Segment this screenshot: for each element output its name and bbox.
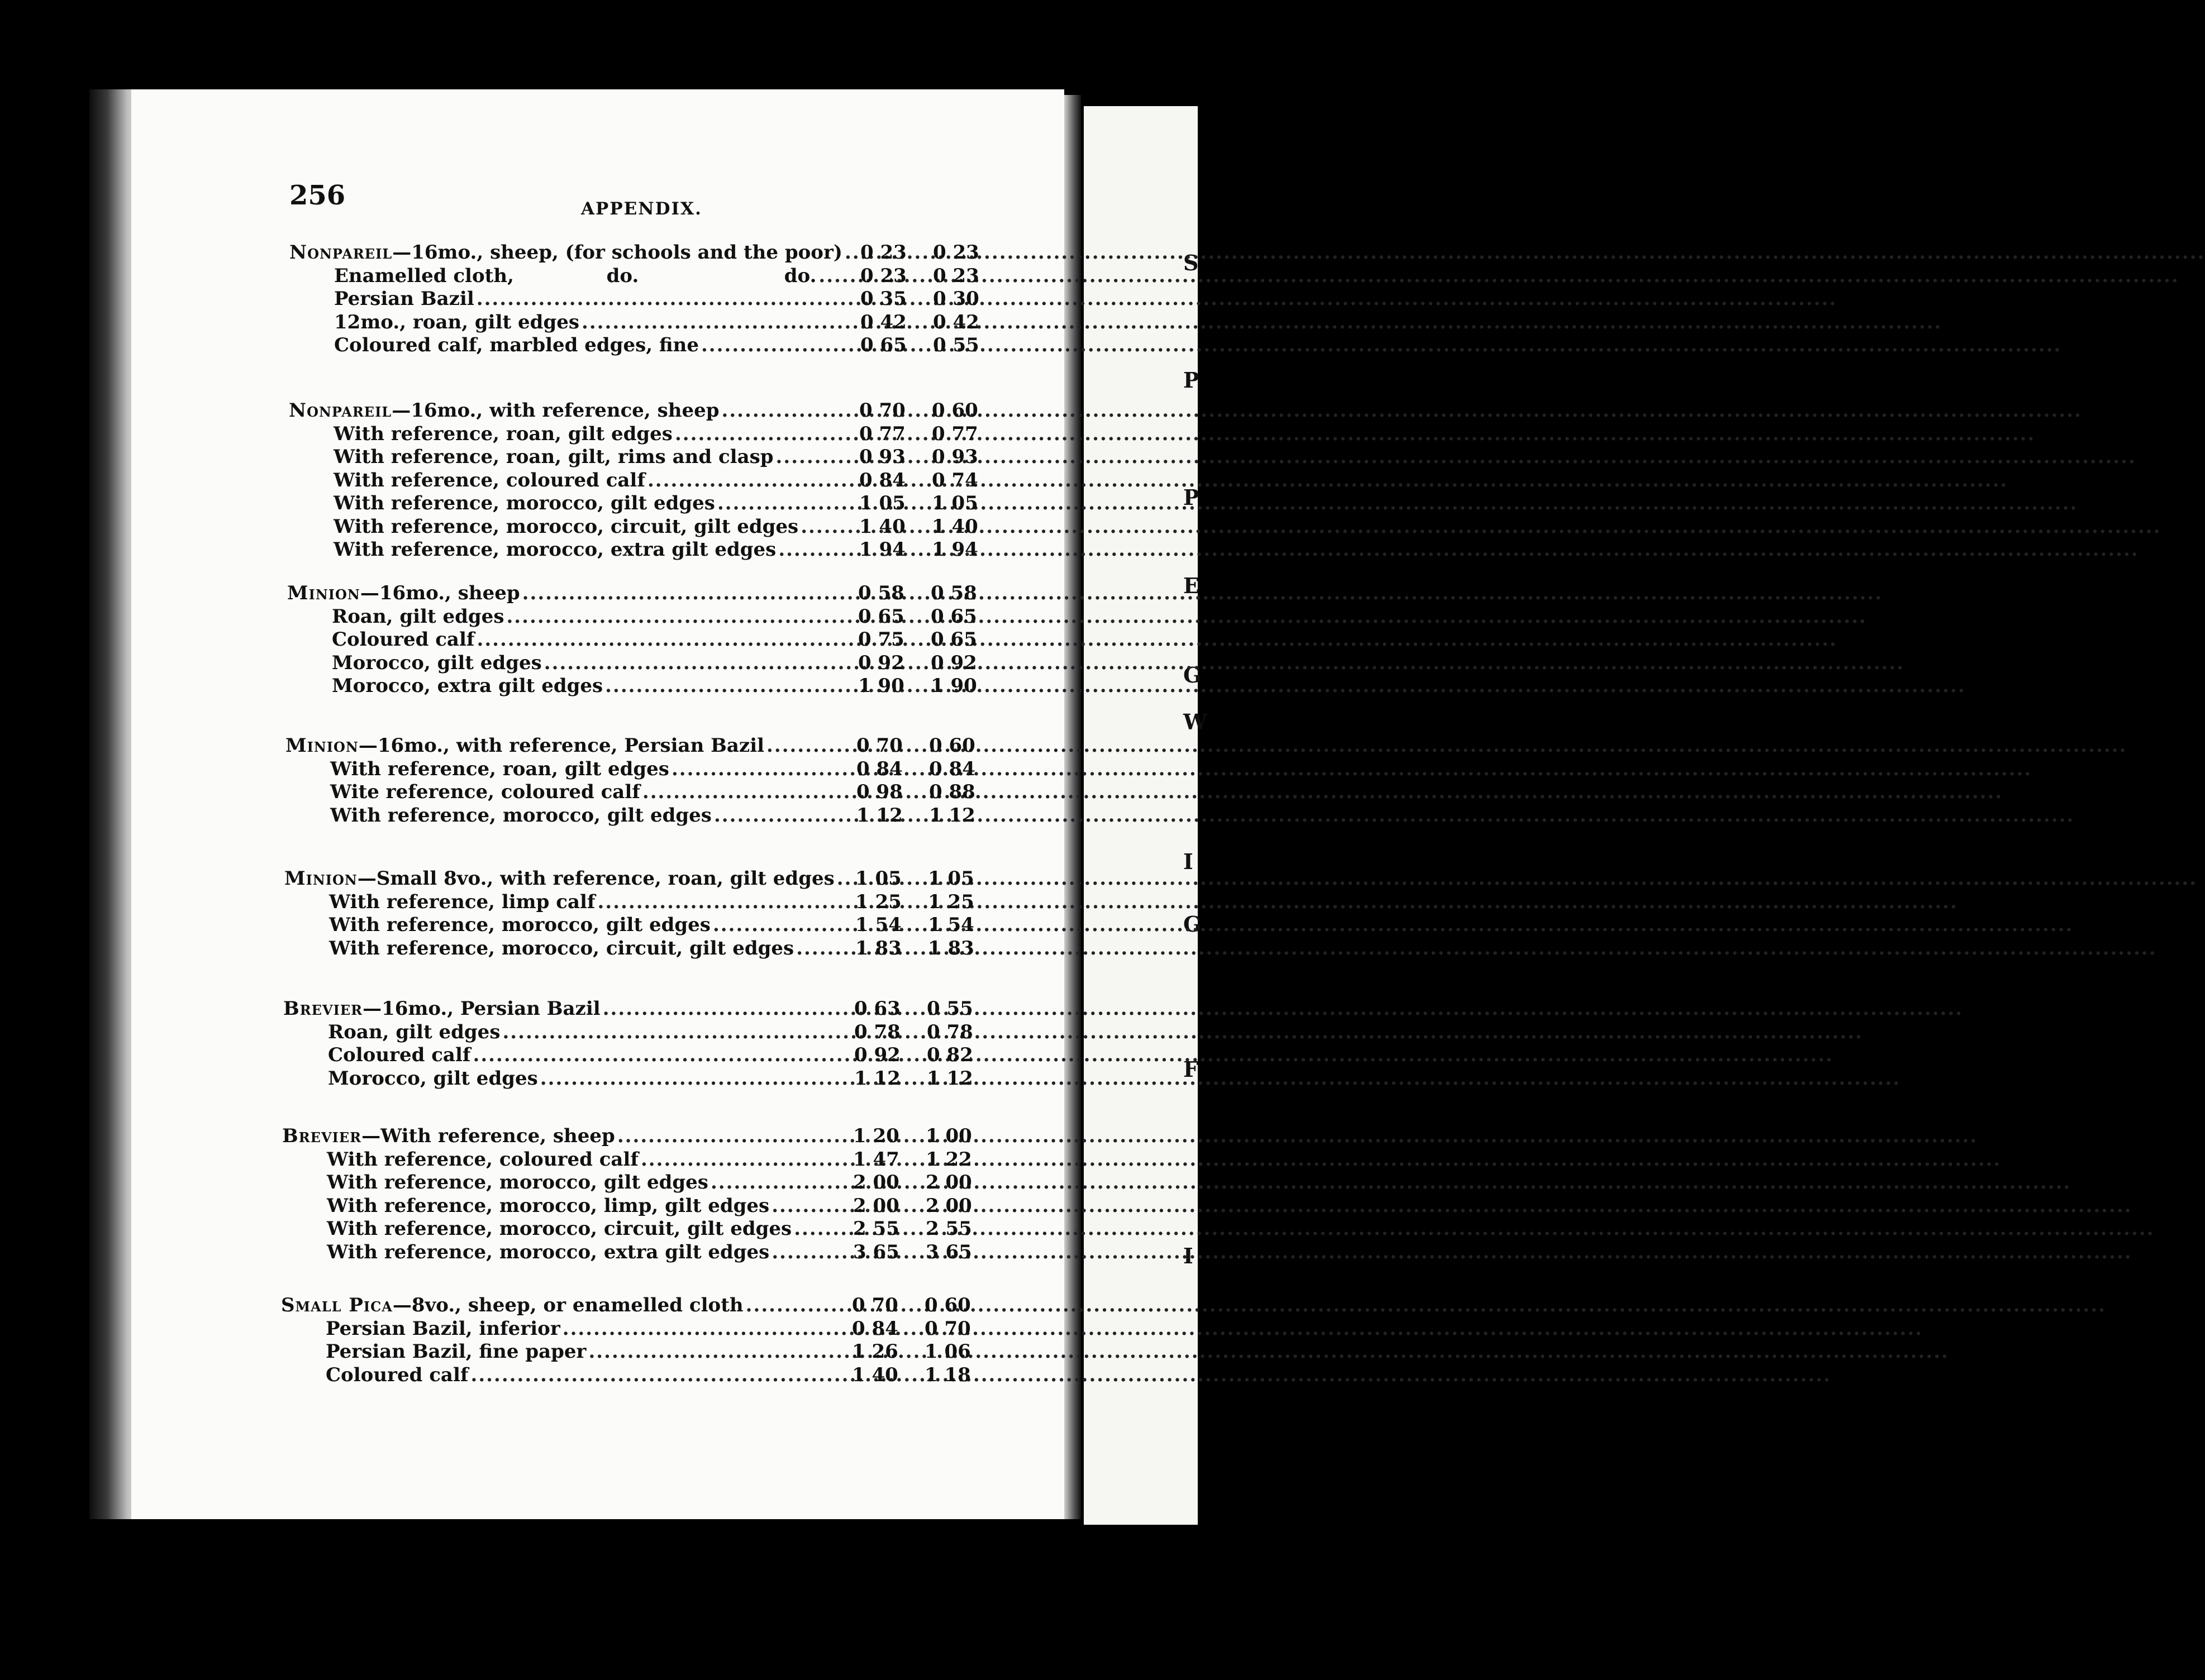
facing-page-letter: F — [1183, 1057, 1198, 1082]
price-first-column: 1 20 — [853, 1125, 899, 1147]
binding-description: —8vo., sheep, or enamelled cloth — [392, 1294, 744, 1316]
dot-leader — [771, 1195, 2132, 1218]
binding-description: With reference, morocco, circuit, gilt edges — [329, 937, 794, 960]
price-second-column: 0 70 — [925, 1318, 971, 1340]
binding-description: With reference, morocco, circuit, gilt edges — [327, 1218, 792, 1240]
binding-description: With reference, morocco, gilt edges — [334, 492, 715, 514]
dot-leader — [473, 1044, 1833, 1067]
edition-name: Minion — [284, 867, 358, 890]
price-second-column: 1 18 — [925, 1364, 971, 1386]
dot-leader — [617, 1125, 1978, 1148]
price-second-column: 2 00 — [926, 1195, 972, 1217]
price-second-column: 0 74 — [932, 469, 978, 491]
price-row — [0, 1195, 1061, 1218]
price-row — [0, 781, 1061, 804]
price-second-column: 1 94 — [932, 538, 978, 561]
binding-description: Roan, gilt edges — [332, 605, 504, 628]
price-row — [0, 334, 1061, 357]
price-second-column: 0 58 — [931, 582, 977, 604]
binding-description: With reference, morocco, extra gilt edges — [334, 538, 777, 561]
price-second-column: 1 06 — [925, 1340, 971, 1363]
price-first-column: 0 70 — [856, 734, 903, 757]
price-second-column: 0 65 — [931, 605, 977, 628]
price-row — [0, 1218, 1061, 1240]
dot-leader — [801, 516, 2161, 538]
binding-description: —16mo., with reference, Persian Bazil — [358, 734, 765, 757]
price-first-column: 0 84 — [852, 1318, 898, 1340]
price-row — [0, 1241, 1061, 1264]
dot-leader — [647, 469, 2008, 492]
price-row — [0, 1021, 1061, 1044]
price-row — [0, 241, 1061, 264]
price-second-column: 2 55 — [926, 1218, 972, 1240]
dot-leader — [711, 1171, 2071, 1194]
binding-description: Coloured calf — [332, 628, 475, 651]
binding-description: Persian Bazil, fine paper — [326, 1340, 587, 1363]
dot-leader — [603, 997, 1963, 1020]
price-first-column: 1 54 — [855, 914, 902, 936]
price-first-column: 0 70 — [859, 399, 906, 422]
price-row — [0, 1067, 1061, 1090]
price-first-column: 1 83 — [855, 937, 902, 960]
price-first-column: 0 63 — [854, 997, 901, 1020]
binding-description: Persian Bazil, inferior — [326, 1318, 560, 1340]
binding-description: With reference, morocco, circuit, gilt edges — [334, 516, 799, 538]
dot-leader — [845, 241, 2205, 264]
price-first-column: 0 70 — [852, 1294, 898, 1316]
price-second-column: 0 60 — [929, 734, 975, 757]
price-first-column: 1 05 — [859, 492, 906, 514]
binding-description: With reference, morocco, gilt edges — [329, 914, 711, 936]
dot-leader — [642, 781, 2003, 804]
price-second-column: 0 77 — [932, 423, 978, 445]
price-second-column: 0 23 — [933, 265, 979, 287]
price-second-column: 0 78 — [927, 1021, 973, 1043]
price-row — [0, 399, 1061, 422]
facing-page-letter: S — [1183, 250, 1199, 275]
binding-description: —With reference, sheep — [361, 1125, 615, 1147]
price-row — [0, 914, 1061, 937]
edition-name: Nonpareil — [289, 399, 392, 422]
price-first-column: 0 92 — [858, 652, 904, 674]
price-row — [0, 1364, 1061, 1387]
price-second-column: 1 12 — [929, 804, 975, 827]
price-first-column: 2 00 — [853, 1195, 899, 1217]
price-first-column: 2 55 — [853, 1218, 899, 1240]
binding-description: Coloured calf — [328, 1044, 471, 1066]
price-row — [0, 469, 1061, 492]
price-row — [0, 1318, 1061, 1340]
binding-description: Morocco, extra gilt edges — [332, 675, 603, 697]
price-row — [0, 288, 1061, 311]
price-first-column: 0 42 — [860, 311, 907, 333]
price-first-column: 0 65 — [860, 334, 907, 356]
price-row — [0, 804, 1061, 827]
binding-description: With reference, morocco, gilt edges — [330, 804, 712, 827]
binding-description: —16mo., with reference, sheep — [392, 399, 720, 422]
price-row — [0, 1294, 1061, 1317]
price-second-column: 0 88 — [929, 781, 975, 803]
price-first-column: 0 92 — [854, 1044, 901, 1066]
price-second-column: 0 55 — [933, 334, 979, 356]
price-first-column: 0 35 — [860, 288, 907, 310]
price-second-column: 0 23 — [933, 241, 979, 264]
price-first-column: 1 12 — [856, 804, 903, 827]
dot-leader — [470, 1364, 1831, 1387]
price-second-column: 1 00 — [926, 1125, 972, 1147]
price-second-column: 0 93 — [932, 446, 978, 468]
price-row — [0, 265, 1061, 288]
price-second-column: 1 25 — [928, 891, 974, 913]
price-first-column: 0 23 — [860, 241, 907, 264]
price-first-column: 0 23 — [860, 265, 907, 287]
binding-description: Roan, gilt edges — [328, 1021, 501, 1043]
dot-leader — [778, 538, 2139, 561]
price-row — [0, 1044, 1061, 1067]
binding-description: —16mo., Persian Bazil — [363, 997, 601, 1020]
price-first-column: 0 77 — [859, 423, 906, 445]
price-second-column: 0 82 — [927, 1044, 973, 1066]
binding-description: With reference, morocco, gilt edges — [327, 1171, 708, 1194]
dot-leader — [837, 867, 2197, 890]
dot-leader — [605, 675, 1965, 698]
dot-leader — [540, 1067, 1901, 1090]
price-second-column: 3 65 — [926, 1241, 972, 1263]
price-second-column: 1 40 — [932, 516, 978, 538]
price-row — [0, 937, 1061, 960]
price-row — [0, 311, 1061, 334]
price-first-column: 1 26 — [852, 1340, 898, 1363]
binding-description: With reference, morocco, limp, gilt edges — [327, 1195, 770, 1217]
dot-leader — [641, 1148, 2001, 1171]
binding-description: Persian Bazil — [334, 288, 474, 310]
price-first-column: 1 40 — [859, 516, 906, 538]
price-first-column: 0 98 — [856, 781, 903, 803]
price-row — [0, 1171, 1061, 1194]
price-first-column: 1 90 — [858, 675, 904, 697]
dot-leader — [582, 311, 1942, 334]
dot-leader — [598, 891, 1958, 914]
price-row — [0, 538, 1061, 561]
facing-page-letter: P — [1183, 485, 1199, 510]
price-second-column: 1 90 — [931, 675, 977, 697]
price-first-column: 1 47 — [853, 1148, 899, 1171]
binding-description: —16mo., sheep — [360, 582, 520, 604]
facing-page-letter: E — [1183, 573, 1199, 598]
price-row — [0, 492, 1061, 515]
binding-description: Enamelled cloth, do. do. — [334, 265, 817, 287]
dot-leader — [563, 1318, 1923, 1340]
price-second-column: 0 55 — [927, 997, 973, 1020]
price-first-column: 0 65 — [858, 605, 904, 628]
binding-description: With reference, limp calf — [329, 891, 596, 913]
price-row — [0, 1340, 1061, 1363]
price-row — [0, 675, 1061, 698]
page-number: 256 — [289, 180, 346, 211]
price-first-column: 2 00 — [853, 1171, 899, 1194]
price-second-column: 1 83 — [928, 937, 974, 960]
price-first-column: 1 94 — [859, 538, 906, 561]
edition-name: Brevier — [282, 1125, 362, 1147]
price-second-column: 1 54 — [928, 914, 974, 936]
price-row — [0, 605, 1061, 628]
dot-leader — [796, 937, 2156, 960]
facing-page-letter: P — [1183, 367, 1199, 393]
dot-leader — [544, 652, 1904, 675]
dot-leader — [722, 399, 2082, 422]
price-first-column: 0 93 — [859, 446, 906, 468]
price-second-column: 0 92 — [931, 652, 977, 674]
facing-page-letter: W — [1183, 709, 1207, 734]
dot-leader — [477, 628, 1837, 651]
binding-description: —Small 8vo., with reference, roan, gilt edges — [357, 867, 835, 890]
price-second-column: 0 42 — [933, 311, 979, 333]
price-row — [0, 446, 1061, 469]
binding-description: 12mo., roan, gilt edges — [334, 311, 579, 333]
price-row — [0, 734, 1061, 757]
binding-description: Morocco, gilt edges — [332, 652, 542, 674]
price-first-column: 1 25 — [855, 891, 902, 913]
edition-name: Small Pica — [281, 1294, 393, 1316]
price-first-column: 1 05 — [855, 867, 902, 890]
price-row — [0, 423, 1061, 446]
dot-leader — [771, 1241, 2132, 1264]
price-first-column: 0 84 — [859, 469, 906, 491]
price-second-column: 0 65 — [931, 628, 977, 651]
binding-description: With reference, morocco, extra gilt edges — [327, 1241, 770, 1263]
price-row — [0, 867, 1061, 890]
price-row — [0, 1148, 1061, 1171]
price-row — [0, 891, 1061, 914]
edition-name: Brevier — [283, 997, 363, 1020]
price-first-column: 3 65 — [853, 1241, 899, 1263]
price-second-column: 0 60 — [925, 1294, 971, 1316]
price-row — [0, 1125, 1061, 1148]
binding-description: —16mo., sheep, (for schools and the poor) — [392, 241, 842, 264]
dot-leader — [714, 804, 2074, 827]
dot-leader — [794, 1218, 2154, 1240]
price-second-column: 0 60 — [932, 399, 978, 422]
price-row — [0, 582, 1061, 605]
dot-leader — [506, 605, 1866, 628]
facing-page-letter: G — [1183, 911, 1202, 937]
dot-leader — [588, 1340, 1949, 1363]
price-row — [0, 516, 1061, 538]
dot-leader — [713, 914, 2073, 937]
binding-description: With reference, coloured calf — [334, 469, 645, 491]
facing-page-letter: I — [1183, 1243, 1193, 1268]
facing-page-letter: I — [1183, 849, 1193, 874]
dot-leader — [818, 265, 2179, 288]
edition-name: Minion — [285, 734, 359, 757]
price-second-column: 0 84 — [929, 758, 975, 780]
price-second-column: 0 30 — [933, 288, 979, 310]
binding-description: Morocco, gilt edges — [328, 1067, 538, 1090]
price-first-column: 0 75 — [858, 628, 904, 651]
price-row — [0, 997, 1061, 1020]
dot-leader — [776, 446, 2136, 469]
price-second-column: 1 05 — [928, 867, 974, 890]
binding-description: With reference, coloured calf — [327, 1148, 639, 1171]
binding-description: Wite reference, coloured calf — [330, 781, 640, 803]
dot-leader — [502, 1021, 1863, 1044]
price-row — [0, 628, 1061, 651]
price-first-column: 0 84 — [856, 758, 903, 780]
price-second-column: 2 00 — [926, 1171, 972, 1194]
price-first-column: 0 58 — [858, 582, 904, 604]
binding-description: Coloured calf, marbled edges, fine — [334, 334, 699, 356]
running-head: APPENDIX. — [581, 199, 702, 219]
binding-description: With reference, roan, gilt edges — [330, 758, 669, 780]
binding-description: With reference, roan, gilt edges — [334, 423, 673, 445]
price-row — [0, 758, 1061, 781]
binding-description: With reference, roan, gilt, rims and clasp — [334, 446, 774, 468]
edition-name: Nonpareil — [289, 241, 393, 264]
price-first-column: 0 78 — [854, 1021, 901, 1043]
price-first-column: 1 12 — [854, 1067, 901, 1090]
price-row — [0, 652, 1061, 675]
edition-name: Minion — [287, 582, 360, 604]
price-first-column: 1 40 — [852, 1364, 898, 1386]
dot-leader — [717, 492, 2078, 515]
dot-leader — [477, 288, 1837, 311]
price-second-column: 1 05 — [932, 492, 978, 514]
dot-leader — [522, 582, 1883, 605]
price-second-column: 1 12 — [927, 1067, 973, 1090]
facing-page-letter: G — [1183, 662, 1202, 688]
binding-description: Coloured calf — [326, 1364, 469, 1386]
price-second-column: 1 22 — [926, 1148, 972, 1171]
